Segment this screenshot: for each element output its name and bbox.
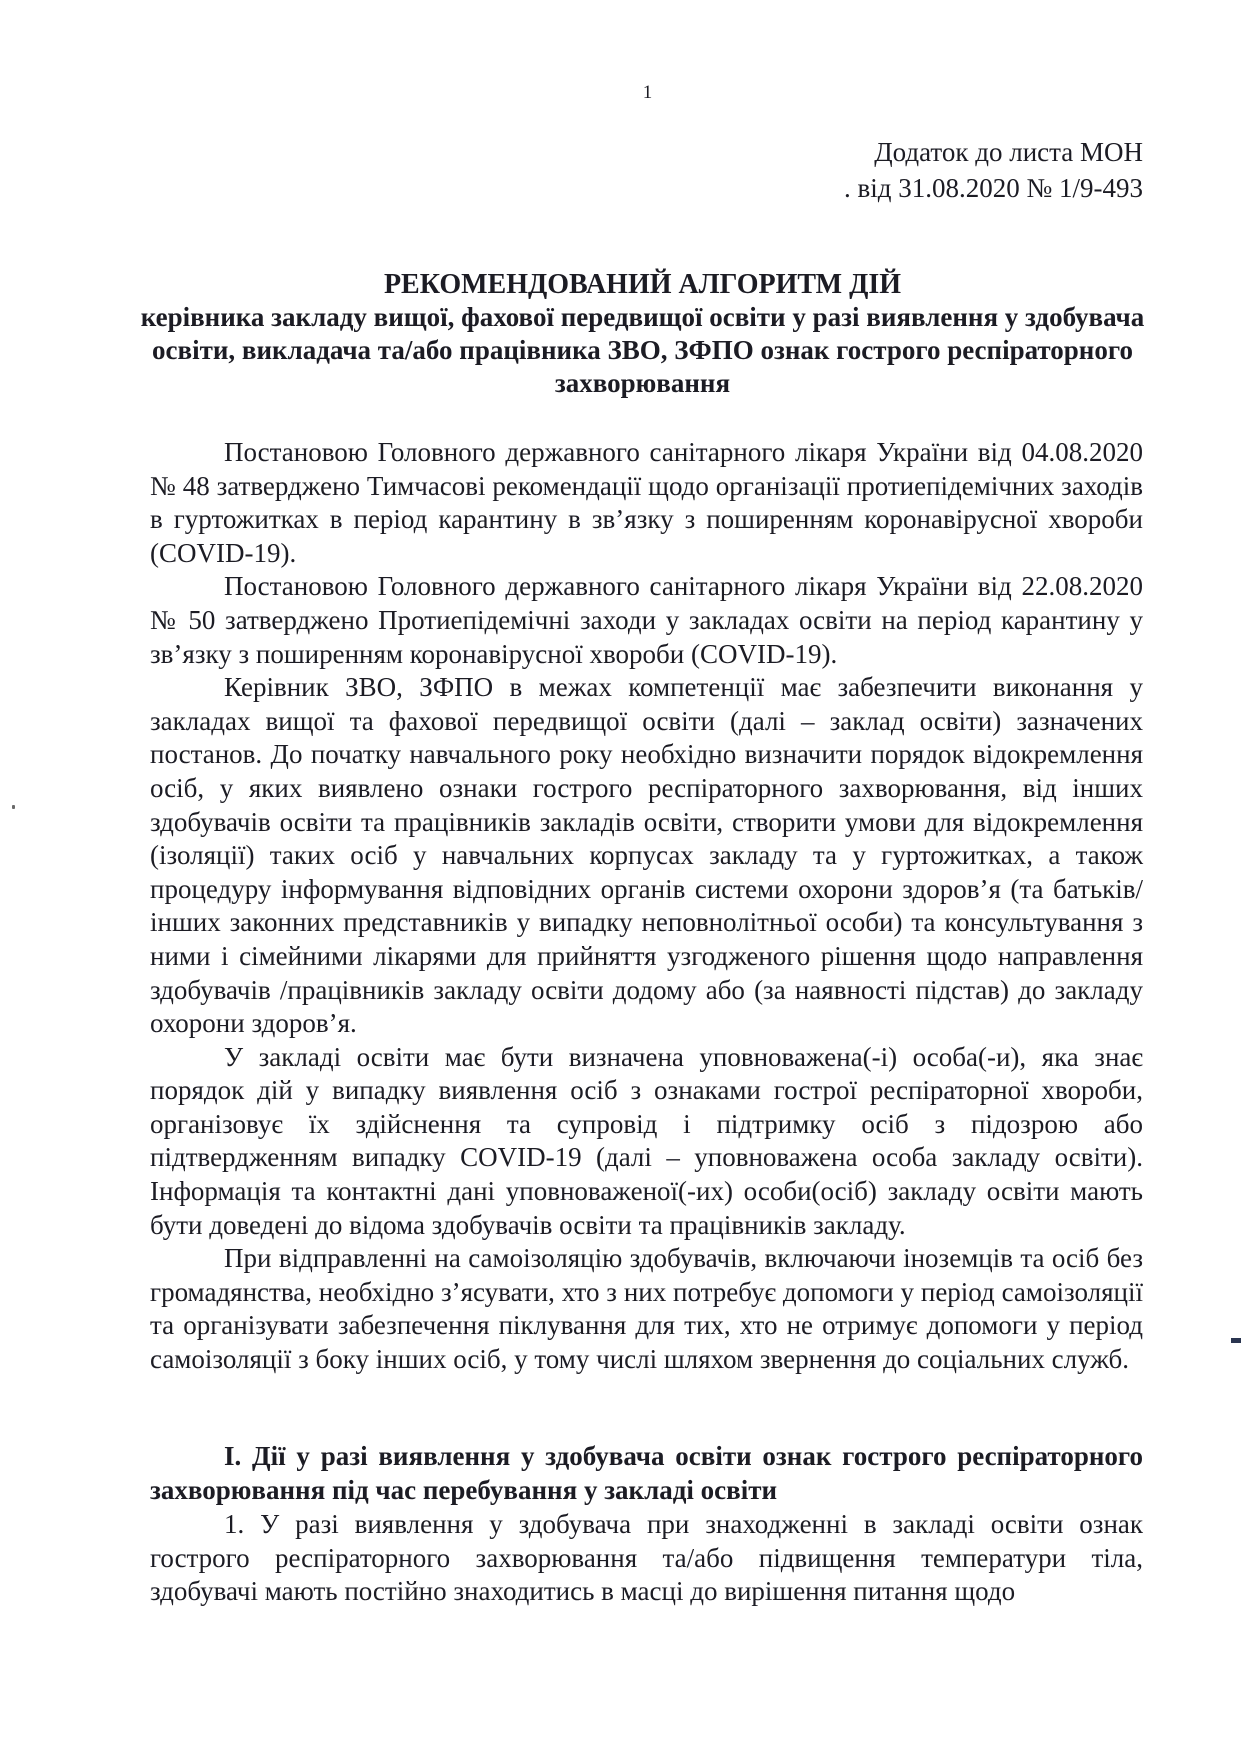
document-body (150, 436, 1143, 1377)
paragraph-head-duties: Керівник ЗВО, ЗФПО в межах компетенції має забезпечити виконання у закладах вищої та фахової передвищої освіти (далі – заклад освіти) зазначених постанов. До початку навчального року необхідно визначити порядок відокремлення осіб, у яких виявлено ознаки гострого респіраторного захворювання, від інших здобувачів освіти та працівників закладів освіти, створити умови для відокремлення (ізоляції) таких осіб у навчальних корпусах закладу та у гуртожитках, а також процедуру інформування відповідних органів системи охорони здоров’я (та батьків/ інших законних представників у випадку неповнолітньої особи) та консультування з ними і сімейними лікарями для прийняття узгодженого рішення щодо направлення здобувачів /працівників закладу освіти додому або (за наявності підстав) до закладу охорони здоров’я. (150, 672, 1143, 1039)
section-1-body (150, 1508, 1143, 1609)
title-main: РЕКОМЕНДОВАНИЙ АЛГОРИТМ ДІЙ (383, 269, 902, 300)
document-title (140, 268, 1145, 400)
scan-edge-mark (1231, 1338, 1241, 1343)
scan-speck (12, 805, 15, 809)
addendum-line-1: Додаток до листа МОН (874, 137, 1143, 167)
title-subtitle: керівника закладу вищої, фахової передвищої освіти у разі виявлення у здобувача освіти, викладача та/або працівника ЗВО, ЗФПО ознак гострого респіраторного захворювання (140, 302, 1145, 398)
page-number: 1 (642, 82, 653, 103)
section-1-paragraph-1: 1. У разі виявлення у здобувача при знаходженні в закладі освіти ознак гострого респіраторного захворювання та/або підвищення температури тіла, здобувачі мають постійно знаходитись в масці до вирішення питання щодо (150, 1509, 1143, 1607)
addendum-reference (844, 134, 1143, 206)
paragraph-self-isolation: При відправленні на самоізоляцію здобувачів, включаючи іноземців та осіб без громадянства, необхідно з’ясувати, хто з них потребує допомоги у період самоізоляції та організувати забезпечення піклування для тих, хто не отримує допомоги у період самоізоляції з боку інших осіб, у тому числі шляхом звернення до соціальних служб. (150, 1243, 1143, 1375)
section-1-heading: І. Дії у разі виявлення у здобувача освіти ознак гострого респіраторного захворювання під час перебування у закладі освіти (150, 1441, 1143, 1505)
paragraph-resolution-48: Постановою Головного державного санітарного лікаря України від 04.08.2020 № 48 затверджено Тимчасові рекомендації щодо організації протиепідемічних заходів в гуртожитках в період карантину в зв’язку з поширенням коронавірусної хвороби (COVID-19). (150, 437, 1143, 568)
paragraph-resolution-50: Постановою Головного державного санітарного лікаря України від 22.08.2020 № 50 затверджено Протиепідемічні заходи у закладах освіти на період карантину у зв’язку з поширенням коронавірусної хвороби (COVID-19). (150, 571, 1143, 669)
addendum-line-2: . від 31.08.2020 № 1/9-493 (844, 173, 1143, 203)
paragraph-authorized-person: У закладі освіти має бути визначена уповноважена(-і) особа(-и), яка знає порядок дій у випадку виявлення осіб з ознаками гострої респіраторної хвороби, організовує їх здійснення та супровід і підтримку осіб з підозрою або підтвердженням випадку COVID-19 (далі – уповноважена особа закладу освіти). Інформація та контактні дані уповноваженої(-их) особи(осіб) закладу освіти мають бути доведені до відома здобувачів освіти та працівників закладу. (150, 1041, 1143, 1240)
